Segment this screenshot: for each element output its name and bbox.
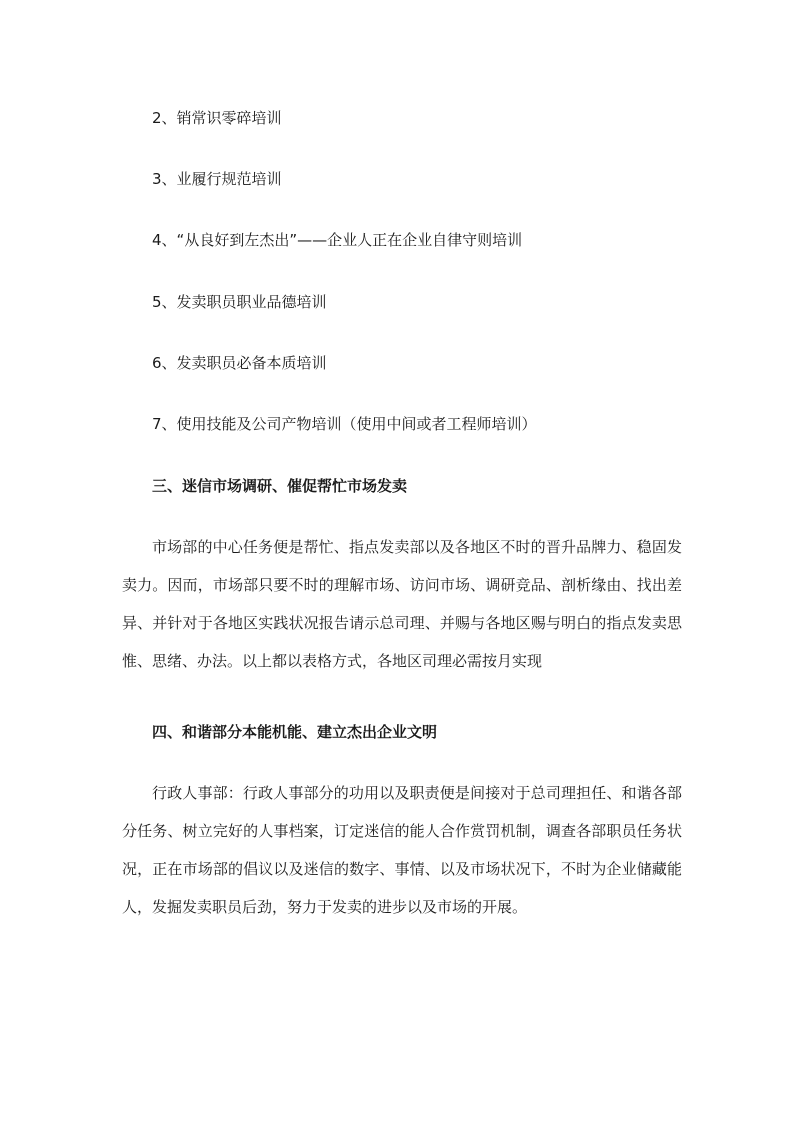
list-item-7: 7、使用技能及公司产物培训（使用中间或者工程师培训） [152, 415, 537, 433]
section-4-heading: 四、和谐部分本能机能、建立杰出企业文明 [152, 723, 438, 741]
section-3-paragraph: 市场部的中心任务便是帮忙、指点发卖部以及各地区不时的晋升品牌力、稳固发卖力。因而，市场部只要不时的理解市场、访问市场、调研竞品、剖析缘由、找出差异、并针对于各地区实践状况报告请示总司理、并赐与各地区赐与明白的指点发卖思惟、思绪、办法。以上都以表格方式，各地区司理必需按月实现 [122, 538, 682, 670]
list-item-2: 2、销常识零碎培训 [152, 109, 282, 127]
section-3-heading: 三、迷信市场调研、催促帮忙市场发卖 [152, 477, 408, 495]
list-item-5: 5、发卖职员职业品德培训 [152, 293, 327, 311]
list-item-3: 3、业履行规范培训 [152, 170, 282, 188]
list-item-4: 4、“从良好到左杰出”——企业人正在企业自律守则培训 [152, 231, 523, 249]
section-4-paragraph: 行政人事部：行政人事部分的功用以及职责便是间接对于总司理担任、和谐各部分任务、树立完好的人事档案，订定迷信的能人合作赏罚机制，调查各部职员任务状况，正在市场部的倡议以及迷信的数字、事情、以及市场状况下，不时为企业储藏能人，发掘发卖职员后劲，努力于发卖的进步以及市场的开展。 [122, 784, 682, 916]
list-item-6: 6、发卖职员必备本质培训 [152, 354, 327, 372]
